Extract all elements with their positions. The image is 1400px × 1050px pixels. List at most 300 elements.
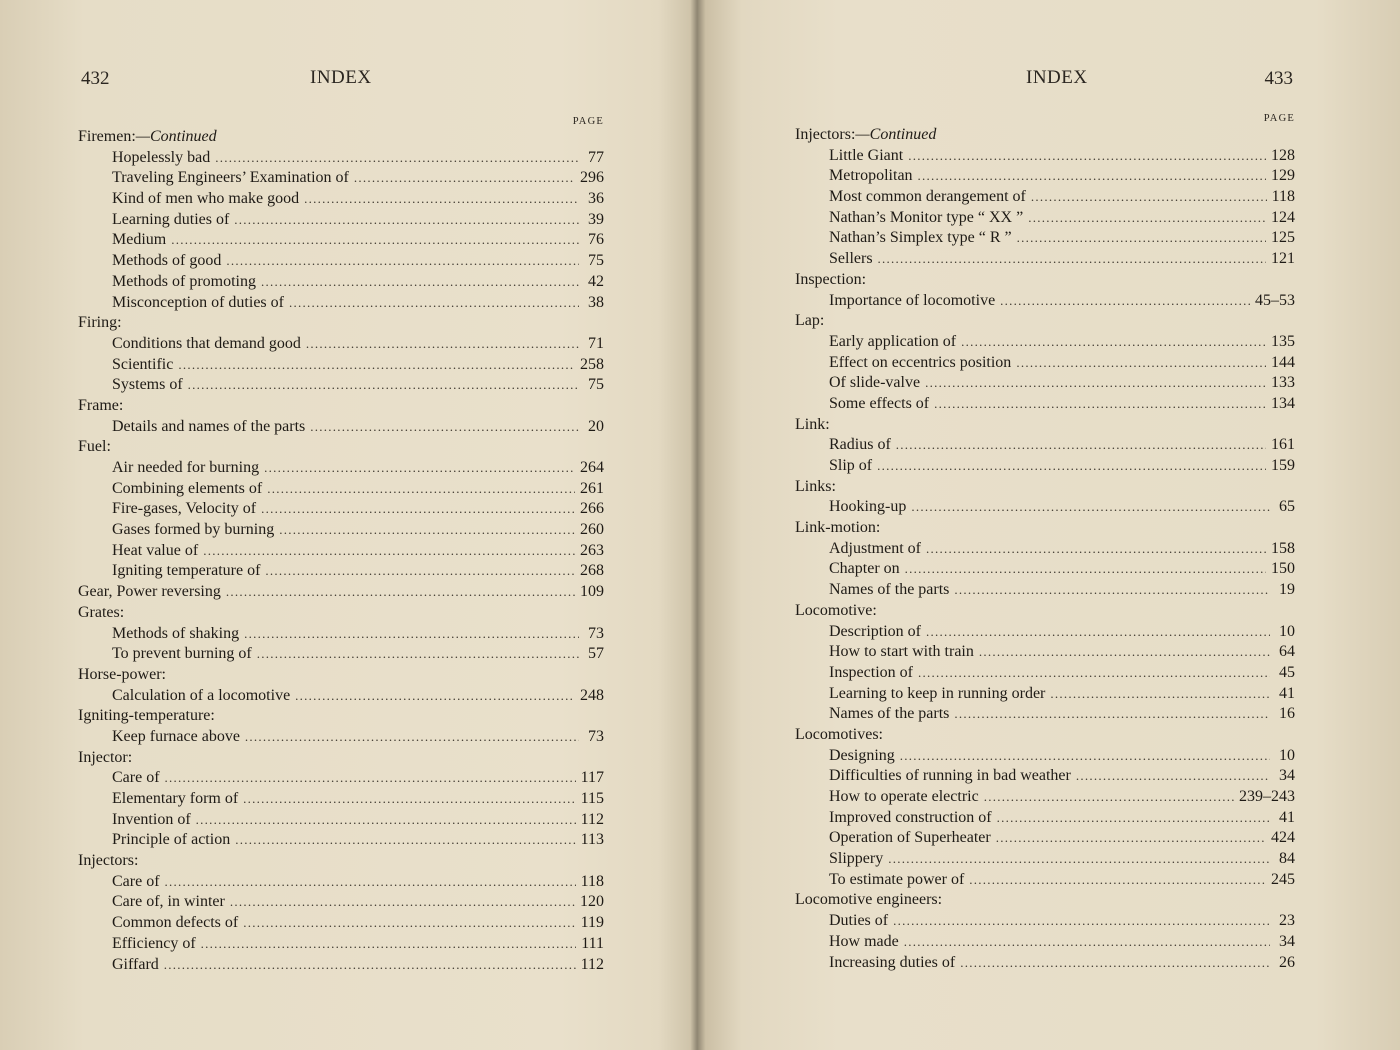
dot-leader xyxy=(969,872,1266,888)
index-subentry xyxy=(78,500,604,521)
entry-text: Most common derangement of xyxy=(829,188,1026,206)
entry-page-number: 111 xyxy=(581,934,604,952)
index-subentry xyxy=(795,457,1295,478)
entry-text: Frame: xyxy=(78,396,124,414)
index-subentry xyxy=(795,498,1295,519)
dot-leader xyxy=(165,874,576,890)
dot-leader xyxy=(960,955,1270,971)
index-subentry xyxy=(795,767,1295,788)
dot-leader xyxy=(926,541,1266,557)
entry-page-number: 266 xyxy=(580,500,604,518)
entry-page-number: 16 xyxy=(1279,705,1295,723)
dot-leader xyxy=(234,212,579,228)
dot-leader xyxy=(926,624,1270,640)
index-subentry xyxy=(78,273,604,294)
index-subentry xyxy=(78,149,604,170)
entry-text: Systems of xyxy=(112,376,183,394)
entry-page-number: 119 xyxy=(580,914,604,932)
dot-leader xyxy=(164,957,576,973)
dot-leader xyxy=(1016,355,1266,371)
dot-leader xyxy=(226,584,575,600)
index-heading xyxy=(78,604,604,625)
index-subentry xyxy=(795,871,1295,892)
dot-leader xyxy=(230,894,575,910)
entry-page-number: 38 xyxy=(588,293,604,311)
index-heading xyxy=(795,416,1295,437)
index-subentry xyxy=(795,540,1295,561)
dot-leader xyxy=(279,522,575,538)
entry-text: Gear, Power reversing xyxy=(78,583,221,601)
entry-page-number: 128 xyxy=(1271,146,1295,164)
left-page-header xyxy=(78,64,604,94)
entry-page-number: 45 xyxy=(1279,663,1295,681)
entry-page-number: 117 xyxy=(580,769,604,787)
entry-page-number: 34 xyxy=(1279,767,1295,785)
entry-page-number: 159 xyxy=(1271,457,1295,474)
entry-page-number: 424 xyxy=(1271,829,1295,847)
index-subentry xyxy=(795,354,1295,375)
index-subentry xyxy=(78,521,604,542)
entry-page-number: 264 xyxy=(580,459,604,476)
entry-text: Invention of xyxy=(112,810,191,828)
dot-leader xyxy=(267,481,575,497)
entry-page-number: 129 xyxy=(1271,167,1295,185)
entry-page-number: 36 xyxy=(588,190,604,208)
dot-leader xyxy=(877,458,1266,474)
entry-text: Combining elements of xyxy=(112,479,263,497)
index-subentry xyxy=(78,542,604,563)
index-heading xyxy=(78,583,604,604)
entry-page-number: 84 xyxy=(1279,850,1295,868)
index-subentry xyxy=(78,831,604,852)
index-subentry xyxy=(795,167,1295,188)
index-heading xyxy=(78,397,604,418)
dot-leader xyxy=(996,830,1266,846)
entry-text: Details and names of the parts xyxy=(112,417,306,435)
entry-text: Efficiency of xyxy=(112,934,196,952)
dot-leader xyxy=(306,336,579,352)
index-subentry xyxy=(795,395,1295,416)
index-subentry xyxy=(78,356,604,377)
entry-text: Locomotives: xyxy=(795,725,883,743)
dot-leader xyxy=(878,251,1266,267)
entry-page-number: 39 xyxy=(588,210,604,228)
entry-text: Learning to keep in running order xyxy=(829,684,1046,702)
dot-leader xyxy=(265,563,575,579)
entry-text: Link-motion: xyxy=(795,519,881,537)
entry-text: Some effects of xyxy=(829,394,930,412)
entry-text: To prevent burning of xyxy=(112,645,252,663)
dot-leader xyxy=(1031,189,1267,205)
index-subentry xyxy=(78,645,604,666)
index-heading xyxy=(78,749,604,770)
entry-page-number: 26 xyxy=(1279,953,1295,971)
entry-text: Scientific xyxy=(112,355,174,373)
index-heading xyxy=(78,438,604,459)
index-heading xyxy=(78,666,604,687)
entry-page-number: 120 xyxy=(580,893,604,911)
entry-page-number: 109 xyxy=(580,583,604,601)
entry-text: Nathan’s Monitor type “ XX ” xyxy=(829,208,1024,226)
entry-page-number: 34 xyxy=(1279,932,1295,950)
running-head: INDEX xyxy=(310,67,372,88)
entry-text: How to operate electric xyxy=(829,788,979,805)
continued-label: —Continued xyxy=(135,128,217,145)
entry-page-number: 260 xyxy=(580,521,604,539)
dot-leader xyxy=(905,561,1266,577)
entry-page-number: 158 xyxy=(1271,539,1295,557)
entry-text: Operation of Superheater xyxy=(829,829,991,847)
entry-text: Fuel: xyxy=(78,438,111,456)
dot-leader xyxy=(984,789,1234,805)
index-subentry xyxy=(795,292,1295,313)
index-subentry xyxy=(795,333,1295,354)
dot-leader xyxy=(226,253,579,269)
entry-text: Early application of xyxy=(829,332,957,350)
entry-text: How to start with train xyxy=(829,643,974,661)
entry-page-number: 41 xyxy=(1279,808,1295,826)
dot-leader xyxy=(188,377,579,393)
index-subentry xyxy=(78,252,604,273)
dot-leader xyxy=(257,646,579,662)
dot-leader xyxy=(203,543,575,559)
entry-text: Elementary form of xyxy=(112,790,239,807)
index-subentry xyxy=(78,687,604,708)
index-subentry xyxy=(795,788,1295,809)
dot-leader xyxy=(310,419,579,435)
index-heading xyxy=(78,707,604,728)
dot-leader xyxy=(908,148,1266,164)
index-subentry xyxy=(795,912,1295,933)
entry-page-number: 263 xyxy=(580,541,604,559)
index-heading xyxy=(795,312,1295,333)
index-subentry xyxy=(795,147,1295,168)
entry-text: Nathan’s Simplex type “ R ” xyxy=(829,229,1012,247)
dot-leader xyxy=(893,913,1270,929)
index-subentry xyxy=(78,625,604,646)
dot-leader xyxy=(295,688,575,704)
entry-text: Hopelessly bad xyxy=(112,148,211,166)
entry-page-number: 20 xyxy=(588,417,604,435)
entry-text: Common defects of xyxy=(112,914,239,932)
entry-text: Keep furnace above xyxy=(112,727,240,745)
entry-text: Methods of shaking xyxy=(112,624,240,642)
entry-page-number: 113 xyxy=(580,831,604,849)
entry-page-number: 125 xyxy=(1271,229,1295,247)
index-heading xyxy=(795,602,1295,623)
dot-leader xyxy=(235,832,575,848)
dot-leader xyxy=(243,791,575,807)
entry-page-number: 258 xyxy=(580,355,604,373)
index-subentry xyxy=(795,581,1295,602)
entry-text: Slip of xyxy=(829,457,873,474)
index-subentry xyxy=(78,459,604,480)
entry-text: Increasing duties of xyxy=(829,953,956,971)
entry-text: Horse-power: xyxy=(78,665,166,683)
entry-page-number: 75 xyxy=(588,376,604,394)
entry-page-number: 121 xyxy=(1271,250,1295,268)
dot-leader xyxy=(215,150,579,166)
entry-page-number: 10 xyxy=(1279,622,1295,640)
entry-page-number: 115 xyxy=(580,790,604,807)
entry-text: Learning duties of xyxy=(112,210,230,228)
right-page xyxy=(795,0,1295,1050)
dot-leader xyxy=(961,334,1266,350)
dot-leader xyxy=(178,357,575,373)
dot-leader xyxy=(888,851,1270,867)
index-heading xyxy=(78,128,604,149)
entry-text: Traveling Engineers’ Examination of xyxy=(112,169,349,187)
entry-text: Sellers xyxy=(829,250,873,268)
index-subentry xyxy=(78,914,604,935)
entry-text: Injectors:—Continued xyxy=(795,126,937,143)
page-number: 433 xyxy=(1264,68,1293,89)
entry-text: Names of the parts xyxy=(829,581,950,599)
left-page xyxy=(78,0,604,1050)
entry-page-number: 65 xyxy=(1279,498,1295,516)
entry-text: Metropolitan xyxy=(829,167,913,185)
dot-leader xyxy=(289,295,579,311)
index-subentry xyxy=(78,728,604,749)
index-subentry xyxy=(795,436,1295,457)
continued-label: —Continued xyxy=(855,126,937,143)
index-subentry xyxy=(795,747,1295,768)
entry-text: Lap: xyxy=(795,312,825,330)
entry-page-number: 261 xyxy=(580,479,604,497)
index-subentry xyxy=(795,188,1295,209)
entry-text: Medium xyxy=(112,231,167,249)
entry-page-number: 118 xyxy=(580,872,604,890)
index-subentry xyxy=(78,790,604,811)
entry-text: Slippery xyxy=(829,850,884,868)
entry-text: Importance of locomotive xyxy=(829,291,996,309)
entry-text: Igniting-temperature: xyxy=(78,707,215,725)
dot-leader xyxy=(954,582,1270,598)
entry-text: Description of xyxy=(829,622,921,640)
entry-page-number: 112 xyxy=(580,955,604,973)
entry-page-number: 73 xyxy=(588,624,604,642)
index-subentry xyxy=(795,623,1295,644)
entry-text: Firing: xyxy=(78,314,122,332)
index-subentry xyxy=(78,956,604,977)
dot-leader xyxy=(243,915,575,931)
index-subentry xyxy=(795,954,1295,975)
entry-page-number: 118 xyxy=(1271,188,1295,206)
index-subentry xyxy=(78,480,604,501)
entry-page-number: 112 xyxy=(580,810,604,828)
entry-text: Names of the parts xyxy=(829,705,950,723)
entry-text: Igniting temperature of xyxy=(112,562,261,580)
entry-text: Link: xyxy=(795,415,830,433)
entry-text: Designing xyxy=(829,746,895,764)
entry-text: Kind of men who make good xyxy=(112,190,300,208)
index-heading xyxy=(795,726,1295,747)
entry-page-number: 144 xyxy=(1271,353,1295,371)
index-subentry xyxy=(795,664,1295,685)
index-heading xyxy=(795,271,1295,292)
entry-text: Gases formed by burning xyxy=(112,521,275,539)
entry-text: Methods of promoting xyxy=(112,272,256,290)
entry-text: Locomotive engineers: xyxy=(795,891,943,909)
entry-page-number: 134 xyxy=(1271,394,1295,412)
entry-text: Difficulties of running in bad weather xyxy=(829,767,1071,785)
entry-text: Inspection: xyxy=(795,270,867,288)
entry-page-number: 19 xyxy=(1279,581,1295,599)
index-subentry xyxy=(78,893,604,914)
page-column-label: PAGE xyxy=(1263,113,1295,124)
entry-page-number: 41 xyxy=(1279,684,1295,702)
entry-text: Giffard xyxy=(112,955,159,973)
right-page-header xyxy=(795,64,1295,94)
index-subentry xyxy=(795,809,1295,830)
index-subentry xyxy=(795,685,1295,706)
index-heading xyxy=(795,519,1295,540)
dot-leader xyxy=(1017,230,1266,246)
dot-leader xyxy=(979,644,1270,660)
entry-text: How made xyxy=(829,932,899,950)
index-heading xyxy=(795,126,1295,147)
dot-leader xyxy=(918,168,1266,184)
entry-text: Little Giant xyxy=(829,146,904,164)
entry-page-number: 57 xyxy=(588,645,604,663)
dot-leader xyxy=(261,501,575,517)
entry-page-number: 150 xyxy=(1271,560,1295,578)
index-heading xyxy=(795,891,1295,912)
dot-leader xyxy=(264,460,575,476)
entry-text: Fire-gases, Velocity of xyxy=(112,500,257,518)
index-entries-right xyxy=(795,126,1295,974)
dot-leader xyxy=(171,232,579,248)
entry-page-number: 248 xyxy=(580,686,604,704)
index-subentry xyxy=(795,374,1295,395)
entry-text: Radius of xyxy=(829,436,891,454)
index-subentry xyxy=(78,769,604,790)
entry-page-number: 161 xyxy=(1271,436,1295,454)
index-subentry xyxy=(795,209,1295,230)
entry-page-number: 76 xyxy=(588,231,604,249)
dot-leader xyxy=(954,706,1270,722)
dot-leader xyxy=(201,936,577,952)
entry-text: Methods of good xyxy=(112,252,222,270)
entry-text: Injectors: xyxy=(78,852,139,870)
index-subentry xyxy=(795,560,1295,581)
entry-text: Conditions that demand good xyxy=(112,334,301,352)
page-column-label: PAGE xyxy=(572,116,604,127)
entry-text: Of slide-valve xyxy=(829,374,921,392)
entry-text: Duties of xyxy=(829,912,889,930)
entry-page-number: 239–243 xyxy=(1239,788,1295,805)
entry-text: Adjustment of xyxy=(829,539,921,557)
entry-page-number: 133 xyxy=(1271,374,1295,392)
entry-text: Links: xyxy=(795,477,836,495)
entry-text: To estimate power of xyxy=(829,870,965,888)
entry-text: Misconception of duties of xyxy=(112,293,284,311)
index-subentry xyxy=(78,935,604,956)
dot-leader xyxy=(354,170,575,186)
entry-page-number: 135 xyxy=(1271,332,1295,350)
entry-text: Calculation of a locomotive xyxy=(112,686,291,704)
entry-page-number: 45–53 xyxy=(1255,291,1295,309)
index-heading xyxy=(78,852,604,873)
index-subentry xyxy=(78,418,604,439)
entry-text: Hooking-up xyxy=(829,498,907,516)
index-heading xyxy=(78,314,604,335)
dot-leader xyxy=(244,626,579,642)
dot-leader xyxy=(934,396,1266,412)
entry-text: Improved construction of xyxy=(829,808,992,826)
entry-page-number: 77 xyxy=(588,148,604,166)
index-subentry xyxy=(795,850,1295,871)
entry-page-number: 73 xyxy=(588,727,604,745)
entry-page-number: 10 xyxy=(1279,746,1295,764)
entry-text: Injector: xyxy=(78,748,133,766)
index-subentry xyxy=(795,933,1295,954)
index-subentry xyxy=(795,229,1295,250)
index-subentry xyxy=(78,294,604,315)
entry-text: Firemen:—Continued xyxy=(78,128,217,145)
dot-leader xyxy=(997,810,1270,826)
entry-text: Care of, in winter xyxy=(112,893,225,911)
entry-text: Chapter on xyxy=(829,560,900,578)
entry-page-number: 23 xyxy=(1279,912,1295,930)
entry-text: Care of xyxy=(112,872,160,890)
running-head: INDEX xyxy=(1026,67,1088,88)
index-subentry xyxy=(795,250,1295,271)
dot-leader xyxy=(245,729,579,745)
page-number: 432 xyxy=(81,68,110,89)
index-subentry xyxy=(795,829,1295,850)
entry-text: Care of xyxy=(112,769,160,787)
index-subentry xyxy=(78,211,604,232)
entry-page-number: 42 xyxy=(588,272,604,290)
dot-leader xyxy=(1028,210,1266,226)
dot-leader xyxy=(900,748,1270,764)
index-subentry xyxy=(795,643,1295,664)
entry-text: Effect on eccentrics position xyxy=(829,353,1012,371)
index-subentry xyxy=(78,376,604,397)
index-subentry xyxy=(78,231,604,252)
entry-page-number: 75 xyxy=(588,252,604,270)
entry-page-number: 245 xyxy=(1271,870,1295,888)
dot-leader xyxy=(925,375,1266,391)
entry-text: Air needed for burning xyxy=(112,459,260,476)
index-subentry xyxy=(78,873,604,894)
dot-leader xyxy=(918,665,1270,681)
entry-page-number: 124 xyxy=(1271,208,1295,226)
index-subentry xyxy=(78,562,604,583)
dot-leader xyxy=(1076,768,1270,784)
entry-page-number: 268 xyxy=(580,562,604,580)
index-entries-left xyxy=(78,128,604,976)
entry-page-number: 296 xyxy=(580,169,604,187)
index-subentry xyxy=(78,811,604,832)
entry-text: Grates: xyxy=(78,603,125,621)
entry-page-number: 64 xyxy=(1279,643,1295,661)
dot-leader xyxy=(165,770,576,786)
dot-leader xyxy=(911,499,1270,515)
entry-page-number: 71 xyxy=(588,334,604,352)
dot-leader xyxy=(1050,686,1270,702)
entry-text: Principle of action xyxy=(112,831,231,849)
dot-leader xyxy=(904,934,1270,950)
dot-leader xyxy=(196,812,576,828)
entry-text: Inspection of xyxy=(829,663,913,681)
index-subentry xyxy=(78,190,604,211)
index-heading xyxy=(795,478,1295,499)
entry-text: Locomotive: xyxy=(795,601,877,619)
dot-leader xyxy=(304,191,579,207)
index-subentry xyxy=(795,705,1295,726)
